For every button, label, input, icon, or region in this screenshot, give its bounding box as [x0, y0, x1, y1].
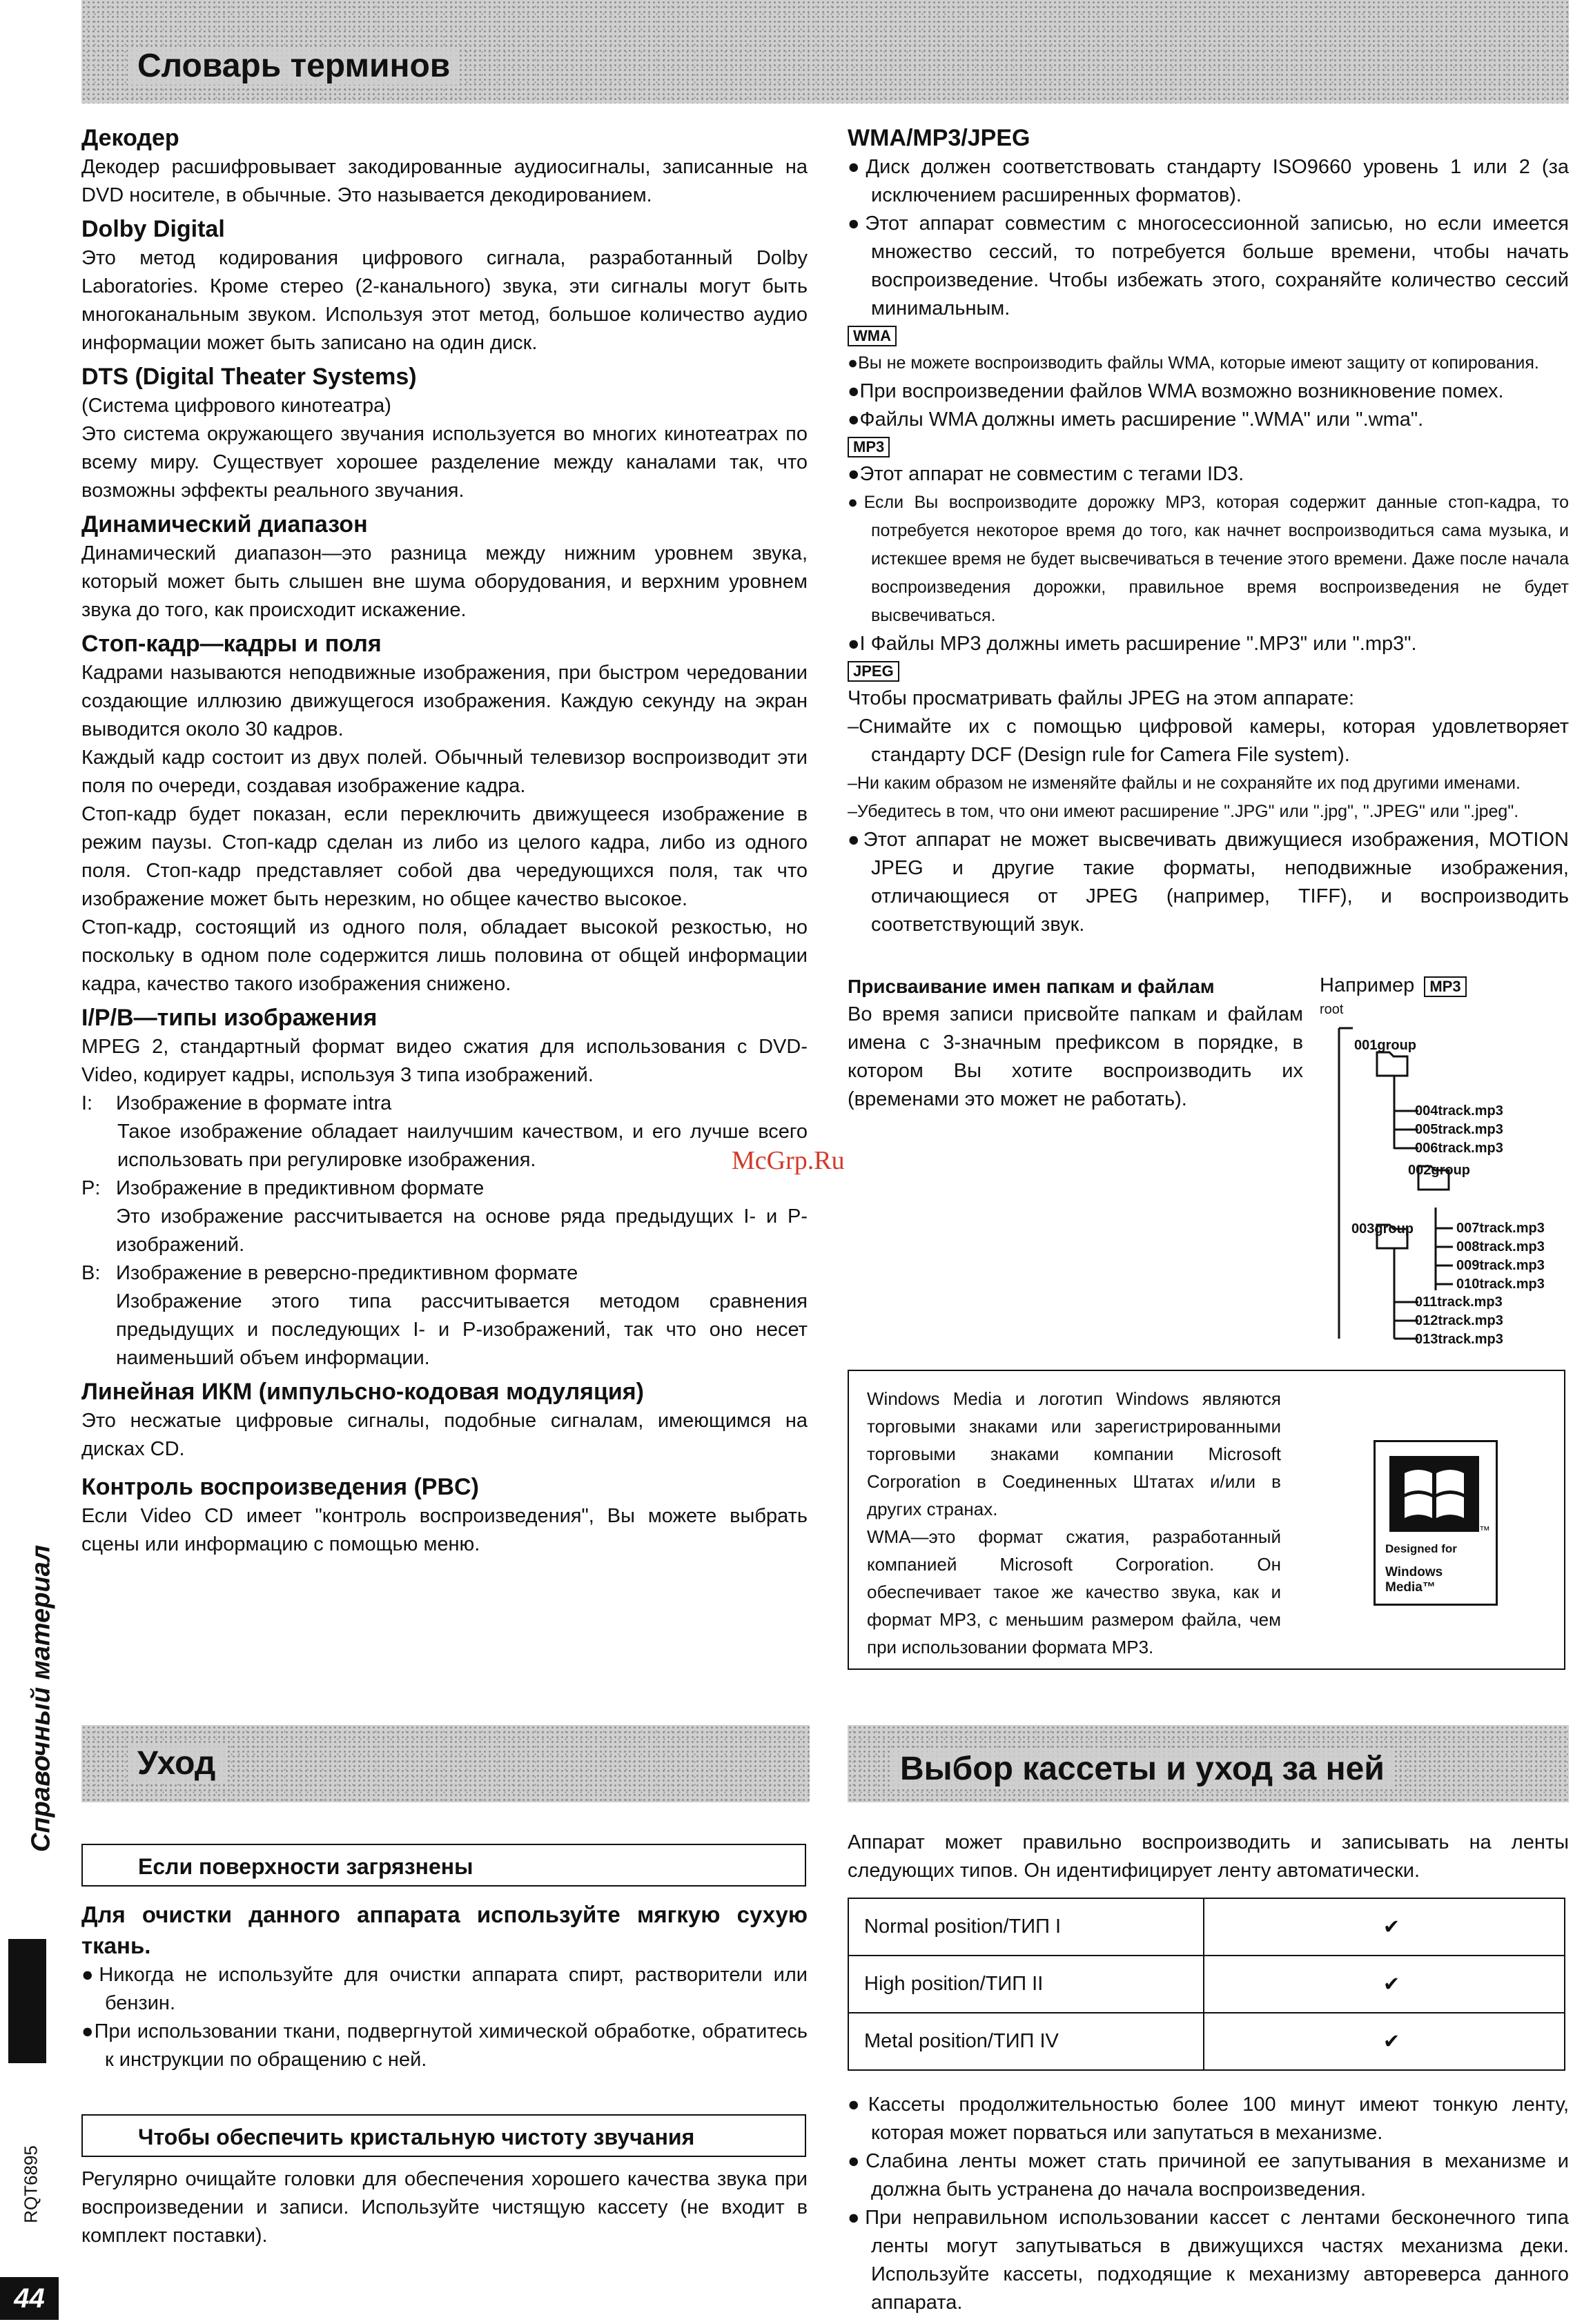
sidebar-black-tab	[8, 1939, 46, 2063]
wma-mp3-jpeg-heading: WMA/MP3/JPEG	[848, 125, 1030, 151]
care-title: Уход	[128, 1744, 225, 1782]
ipb-title: Изображение в реверсно-предиктивном формате	[116, 1262, 578, 1284]
cassette-intro-wrap	[848, 1829, 1569, 1885]
tree-item: 009track.mp3	[1456, 1258, 1545, 1273]
tree-item: 003group	[1351, 1221, 1414, 1237]
lpcm-text: Это несжатые цифровые сигналы, подобные сигналам, имеющимся на дисках CD.	[81, 1410, 808, 1460]
mp3-tag: MP3	[848, 437, 890, 457]
tree-item: 012track.mp3	[1415, 1313, 1503, 1328]
jpeg-item: –Убедитесь в том, что они имеют расширение ".JPG" или ".jpg", ".JPEG" или ".jpeg".	[848, 802, 1519, 821]
mp3-bullet: ●I Файлы MP3 должны иметь расширение ".MP3" или ".mp3".	[848, 633, 1417, 655]
jpeg-intro: Чтобы просматривать файлы JPEG на этом аппарате:	[848, 687, 1355, 709]
cassette-table	[848, 1898, 1565, 2071]
cassette-bullet: ●Слабина ленты может стать причиной ее запутывания в механизме и должна быть устранена до начала воспроизведения.	[848, 2150, 1569, 2200]
ipb-heading: I/P/B—типы изображения	[81, 1005, 378, 1031]
dolby-text: Это метод кодирования цифрового сигнала, разработанный Dolby Laboratories. Кроме стерео (2-канального) звука, эти сигналы могут быть многоканальным звуком. Используя этот метод, большое количество аудио информации может быть записано на один диск.	[81, 247, 808, 354]
tree-item: 004track.mp3	[1415, 1103, 1503, 1119]
ipb-text: Изображение этого типа рассчитывается методом сравнения предыдущих и последующих I- и P-изображений, так что оно несет наименьший объем информации.	[116, 1290, 808, 1369]
ipb-text: Это изображение рассчитывается на основе ряда предыдущих I- и P-изображений.	[116, 1205, 808, 1256]
tree-item: 008track.mp3	[1456, 1239, 1545, 1254]
cassette-notes	[848, 2091, 1569, 2317]
jpeg-item: –Ни каким образом не изменяйте файлы и не сохраняйте их под другими именами.	[848, 774, 1521, 793]
disc-standard-bullet: ●Диск должен соответствовать стандарту ISO9660 уровень 1 или 2 (за исключением расширенных форматов).	[848, 156, 1569, 206]
ipb-key: P:	[81, 1177, 101, 1199]
logo-designed-for: Designed for	[1385, 1542, 1457, 1555]
dts-heading: DTS (Digital Theater Systems)	[81, 364, 417, 390]
logo-tm: ™	[1479, 1525, 1490, 1537]
decoder-heading: Декодер	[81, 125, 179, 151]
table-row	[848, 1956, 1565, 2013]
care-bullet: ●При использовании ткани, подвергнутой химической обработке, обратитесь к инструкции по обращению с ней.	[81, 2020, 808, 2071]
tree-item: 001group	[1354, 1038, 1417, 1053]
naming-heading: Присваивание имен папкам и файлам	[848, 976, 1215, 997]
ipb-intro: MPEG 2, стандартный формат видео сжатия для использования с DVD-Video, кодирует кадры, используя 3 типа изображений.	[81, 1036, 808, 1086]
tree-item: 010track.mp3	[1456, 1277, 1545, 1292]
watermark: McGrp.Ru	[732, 1146, 845, 1175]
check-icon: ✔	[1204, 1898, 1565, 1956]
dts-subtitle: (Система цифрового кинотеатра)	[81, 395, 391, 417]
stopframe-p2: Каждый кадр состоит из двух полей. Обычный телевизор воспроизводит эти поля по очереди, создавая изображение кадра.	[81, 747, 808, 797]
cassette-type: Metal position/ТИП IV	[848, 2013, 1204, 2070]
care-bullet: ●Никогда не используйте для очистки аппарата спирт, растворители или бензин.	[81, 1964, 808, 2014]
logo-windows-media: Windows Media™	[1385, 1565, 1443, 1595]
wma-tag: WMA	[848, 326, 897, 346]
naming-block	[848, 973, 1303, 1114]
windows-flag-icon	[1389, 1456, 1479, 1532]
check-icon: ✔	[1204, 1956, 1565, 2013]
left-column	[81, 123, 808, 1559]
pbc-text: Если Video CD имеет "контроль воспроизведения", Вы можете выбрать сцены или информацию с помощью меню.	[81, 1505, 808, 1555]
example-text: Например	[1320, 974, 1415, 996]
tree-item: 006track.mp3	[1415, 1141, 1503, 1156]
sidebar-section-label: Справочный материал	[26, 1545, 56, 1852]
stopframe-heading: Стоп-кадр—кадры и поля	[81, 631, 382, 657]
cassette-type: Normal position/ТИП I	[848, 1898, 1204, 1956]
wma-bullet: ●Файлы WMA должны иметь расширение ".WMA" или ".wma".	[848, 408, 1424, 431]
ipb-title: Изображение в формате intra	[116, 1092, 392, 1114]
care-box-dirty: Если поверхности загрязнены	[81, 1844, 806, 1887]
care-sound-text: Регулярно очищайте головки для обеспечения хорошего качества звука при воспроизведении и записи. Используйте чистящую кассету (не входит в комплект поставки).	[81, 2168, 808, 2247]
wma-bullet: ●При воспроизведении файлов WMA возможно возникновение помех.	[848, 380, 1504, 402]
lpcm-heading: Линейная ИКМ (импульсно-кодовая модуляция)	[81, 1379, 644, 1405]
example-label	[1320, 974, 1467, 997]
care-lead: Для очистки данного аппарата используйте мягкую сухую ткань.	[81, 1902, 808, 1958]
table-row	[848, 1898, 1565, 1956]
tree-item: 002group	[1408, 1163, 1471, 1178]
ipb-key: B:	[81, 1262, 101, 1284]
cassette-bullet: ●Кассеты продолжительностью более 100 минут имеют тонкую ленту, которая может порваться или запутаться в механизме.	[848, 2094, 1569, 2144]
multisession-bullet: ●Этот аппарат совместим с многосессионной записью, но если имеется множество сессий, то потребуется больше времени, чтобы начать воспроизведение. Чтобы избежать этого, сохраняйте количество сессий минимальным.	[848, 213, 1569, 319]
mp3-bullet: ●Если Вы воспроизводите дорожку MP3, которая содержит данные стоп-кадра, то потребуется некоторое время до того, как начнет воспроизводиться сама музыка, и истекшее время не будет высвечиваться в течение этого времени. Даже после начала воспроизведения дорожки, правильное время воспроизведения не будет высвечиваться.	[848, 493, 1569, 625]
wma-bullet: ●Вы не можете воспроизводить файлы WMA, которые имеют защиту от копирования.	[848, 353, 1539, 373]
cassette-type: High position/ТИП II	[848, 1956, 1204, 2013]
dolby-heading: Dolby Digital	[81, 216, 225, 242]
dts-text: Это система окружающего звучания используется во многих кинотеатрах по всему миру. Существует хорошее разделение между каналами так, что возможны эффекты реального звучания.	[81, 423, 808, 502]
dynamic-heading: Динамический диапазон	[81, 511, 368, 538]
jpeg-tag: JPEG	[848, 661, 899, 682]
windows-logo	[1374, 1440, 1498, 1606]
ipb-item-p	[81, 1174, 808, 1259]
care-content	[81, 1899, 808, 2074]
tree-item: 005track.mp3	[1415, 1122, 1503, 1137]
windows-media-box	[848, 1370, 1565, 1670]
document-code: RQT6895	[20, 2145, 41, 2223]
ipb-title: Изображение в предиктивном формате	[116, 1177, 485, 1199]
ipb-item-i	[81, 1090, 808, 1174]
tree-root: root	[1320, 1002, 1344, 1017]
ipb-key: I:	[81, 1092, 93, 1114]
tree-item: 007track.mp3	[1456, 1221, 1545, 1236]
care-sound-text-wrap	[81, 2165, 808, 2250]
ipb-text: Такое изображение обладает наилучшим качеством, и его лучше всего использовать при регулировке изображения.	[117, 1121, 808, 1171]
cassette-title: Выбор кассеты и уход за ней	[890, 1750, 1394, 1788]
table-row	[848, 2013, 1565, 2070]
dynamic-text: Динамический диапазон—это разница между нижним уровнем звука, который может быть слышен вне шума оборудования, и верхним уровнем звука до того, как происходит искажение.	[81, 542, 808, 621]
windows-text-2: WMA—это формат сжатия, разработанный компанией Microsoft Corporation. Он обеспечивает такое же качество звука, как и формат MP3, с меньшим размером файла, чем при использовании формата MP3.	[867, 1526, 1281, 1657]
jpeg-item: –Снимайте их с помощью цифровой камеры, которая удовлетворяет стандарту DCF (Design rule for Camera File system).	[848, 716, 1569, 766]
tree-item: 013track.mp3	[1415, 1332, 1503, 1347]
care-box-sound: Чтобы обеспечить кристальную чистоту звучания	[81, 2114, 806, 2157]
stopframe-p4: Стоп-кадр, состоящий из одного поля, обладает высокой резкостью, но поскольку в одном поле содержится лишь половина от общей информации кадра, качество такого изображения снижено.	[81, 916, 808, 995]
windows-text-1: Windows Media и логотип Windows являются торговыми знаками или зарегистрированными торговыми знаками компании Microsoft Corporation в Соединенных Штатах и/или в других странах.	[867, 1388, 1281, 1519]
cassette-bullet: ●При неправильном использовании кассет с лентами бесконечного типа ленты могут запутываться в движущихся частях механизма деки. Используйте кассеты, подходящие к механизму автореверса данного аппарата.	[848, 2207, 1569, 2314]
glossary-title: Словарь терминов	[128, 47, 460, 85]
stopframe-p3: Стоп-кадр будет показан, если переключить движущееся изображение в режим паузы. Стоп-кадр сделан из либо из целого кадра, либо из одного поля. Стоп-кадр представляет собой два чередующихся поля, так что изображение может быть нерезким, но общее качество высокое.	[81, 803, 808, 910]
pbc-heading: Контроль воспроизведения (PBC)	[81, 1474, 479, 1500]
example-tag: MP3	[1424, 976, 1466, 997]
ipb-item-b	[81, 1259, 808, 1372]
jpeg-item: ●Этот аппарат не может высвечивать движущиеся изображения, MOTION JPEG и другие такие форматы, неподвижные изображения, отличающиеся от JPEG (например, TIFF), и воспроизводить соответствующий звук.	[848, 829, 1569, 936]
decoder-text: Декодер расшифровывает закодированные аудиосигналы, записанные на DVD носителе, в обычные. Это называется декодированием.	[81, 156, 808, 206]
right-column	[848, 123, 1569, 939]
check-icon: ✔	[1204, 2013, 1565, 2070]
page-number: 44	[0, 2277, 59, 2320]
cassette-intro: Аппарат может правильно воспроизводить и записывать на ленты следующих типов. Он идентифицирует ленту автоматически.	[848, 1831, 1569, 1882]
mp3-bullet: ●Этот аппарат не совместим с тегами ID3.	[848, 463, 1244, 485]
naming-text: Во время записи присвойте папкам и файлам имена с 3-значным префиксом в порядке, в котором Вы хотите воспроизводить их (временами это может не работать).	[848, 1003, 1303, 1110]
stopframe-p1: Кадрами называются неподвижные изображения, при быстром чередовании создающие иллюзию движущегося изображения. Каждую секунду на экран выводится около 30 кадров.	[81, 662, 808, 740]
tree-item: 011track.mp3	[1415, 1294, 1503, 1310]
